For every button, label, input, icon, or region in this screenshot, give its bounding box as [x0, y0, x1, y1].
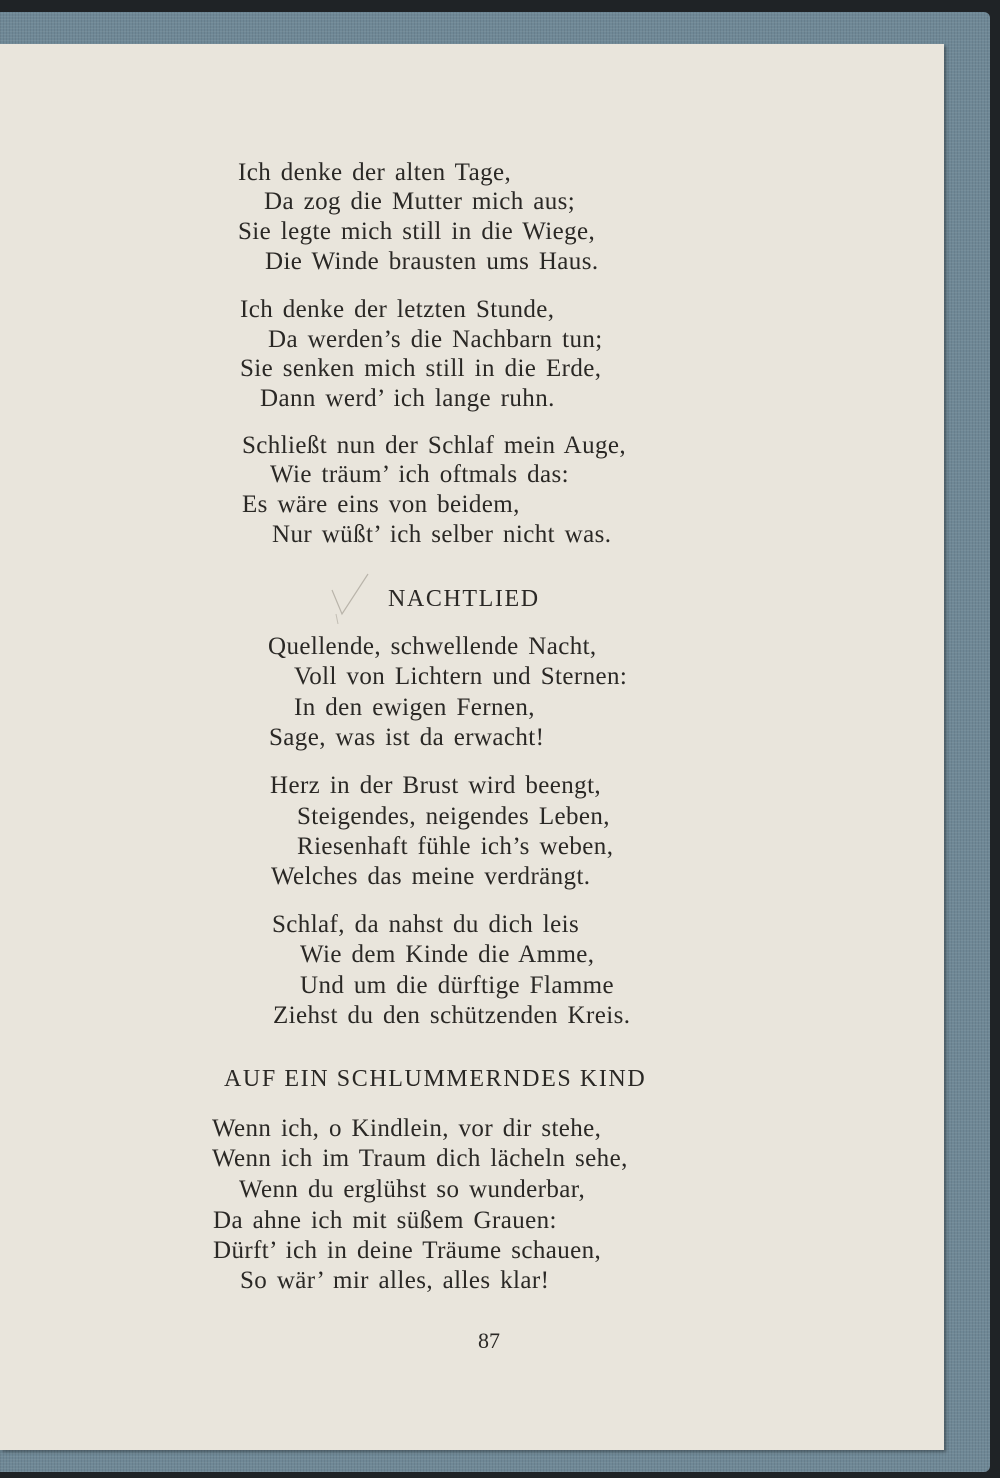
- poem3-line-4: Da ahne ich mit süßem Grauen:: [213, 1207, 557, 1234]
- poem2-line-10: Wie dem Kinde die Amme,: [300, 941, 595, 968]
- poem3-line-5: Dürft’ ich in deine Träume schauen,: [213, 1237, 602, 1264]
- poem2-line-3: In den ewigen Fernen,: [294, 694, 535, 721]
- poem1-line-11: Es wäre eins von beidem,: [242, 491, 520, 518]
- poem2-line-12: Ziehst du den schützenden Kreis.: [273, 1002, 631, 1029]
- poem1-line-10: Wie träum’ ich oftmals das:: [270, 461, 570, 488]
- poem2-title: NACHTLIED: [388, 586, 540, 612]
- poem2-line-2: Voll von Lichtern und Sternen:: [294, 663, 628, 690]
- poem1-line-1: Ich denke der alten Tage,: [238, 159, 512, 186]
- poem3-line-6: So wär’ mir alles, alles klar!: [240, 1267, 550, 1294]
- poem3-title: AUF EIN SCHLUMMERNDES KIND: [224, 1066, 647, 1092]
- poem3-line-3: Wenn du erglühst so wunderbar,: [239, 1176, 586, 1203]
- poem1-line-2: Da zog die Mutter mich aus;: [264, 188, 576, 215]
- book-page: [0, 44, 944, 1450]
- poem2-line-5: Herz in der Brust wird beengt,: [270, 772, 602, 799]
- poem1-line-3: Sie legte mich still in die Wiege,: [238, 218, 596, 245]
- poem2-line-1: Quellende, schwellende Nacht,: [268, 633, 597, 660]
- poem2-line-11: Und um die dürftige Flamme: [300, 972, 615, 999]
- page-number: 87: [478, 1328, 500, 1353]
- poem1-line-12: Nur wüßt’ ich selber nicht was.: [272, 521, 612, 548]
- poem1-line-4: Die Winde brausten ums Haus.: [265, 248, 599, 275]
- poem2-line-7: Riesenhaft fühle ich’s weben,: [297, 833, 614, 860]
- poem1-line-6: Da werden’s die Nachbarn tun;: [268, 326, 603, 353]
- poem1-line-9: Schließt nun der Schlaf mein Auge,: [242, 432, 627, 459]
- poem2-line-4: Sage, was ist da erwacht!: [269, 724, 545, 751]
- poem1-line-7: Sie senken mich still in die Erde,: [240, 355, 602, 382]
- poem2-line-9: Schlaf, da nahst du dich leis: [272, 911, 580, 938]
- poem3-line-2: Wenn ich im Traum dich lächeln sehe,: [212, 1145, 628, 1172]
- pencil-mark-icon: [326, 570, 374, 624]
- poem2-line-8: Welches das meine verdrängt.: [271, 863, 591, 890]
- poem1-line-5: Ich denke der letzten Stunde,: [240, 296, 555, 323]
- poem2-line-6: Steigendes, neigendes Leben,: [297, 803, 610, 830]
- poem1-line-8: Dann werd’ ich lange ruhn.: [260, 385, 555, 412]
- poem3-line-1: Wenn ich, o Kindlein, vor dir stehe,: [212, 1115, 602, 1142]
